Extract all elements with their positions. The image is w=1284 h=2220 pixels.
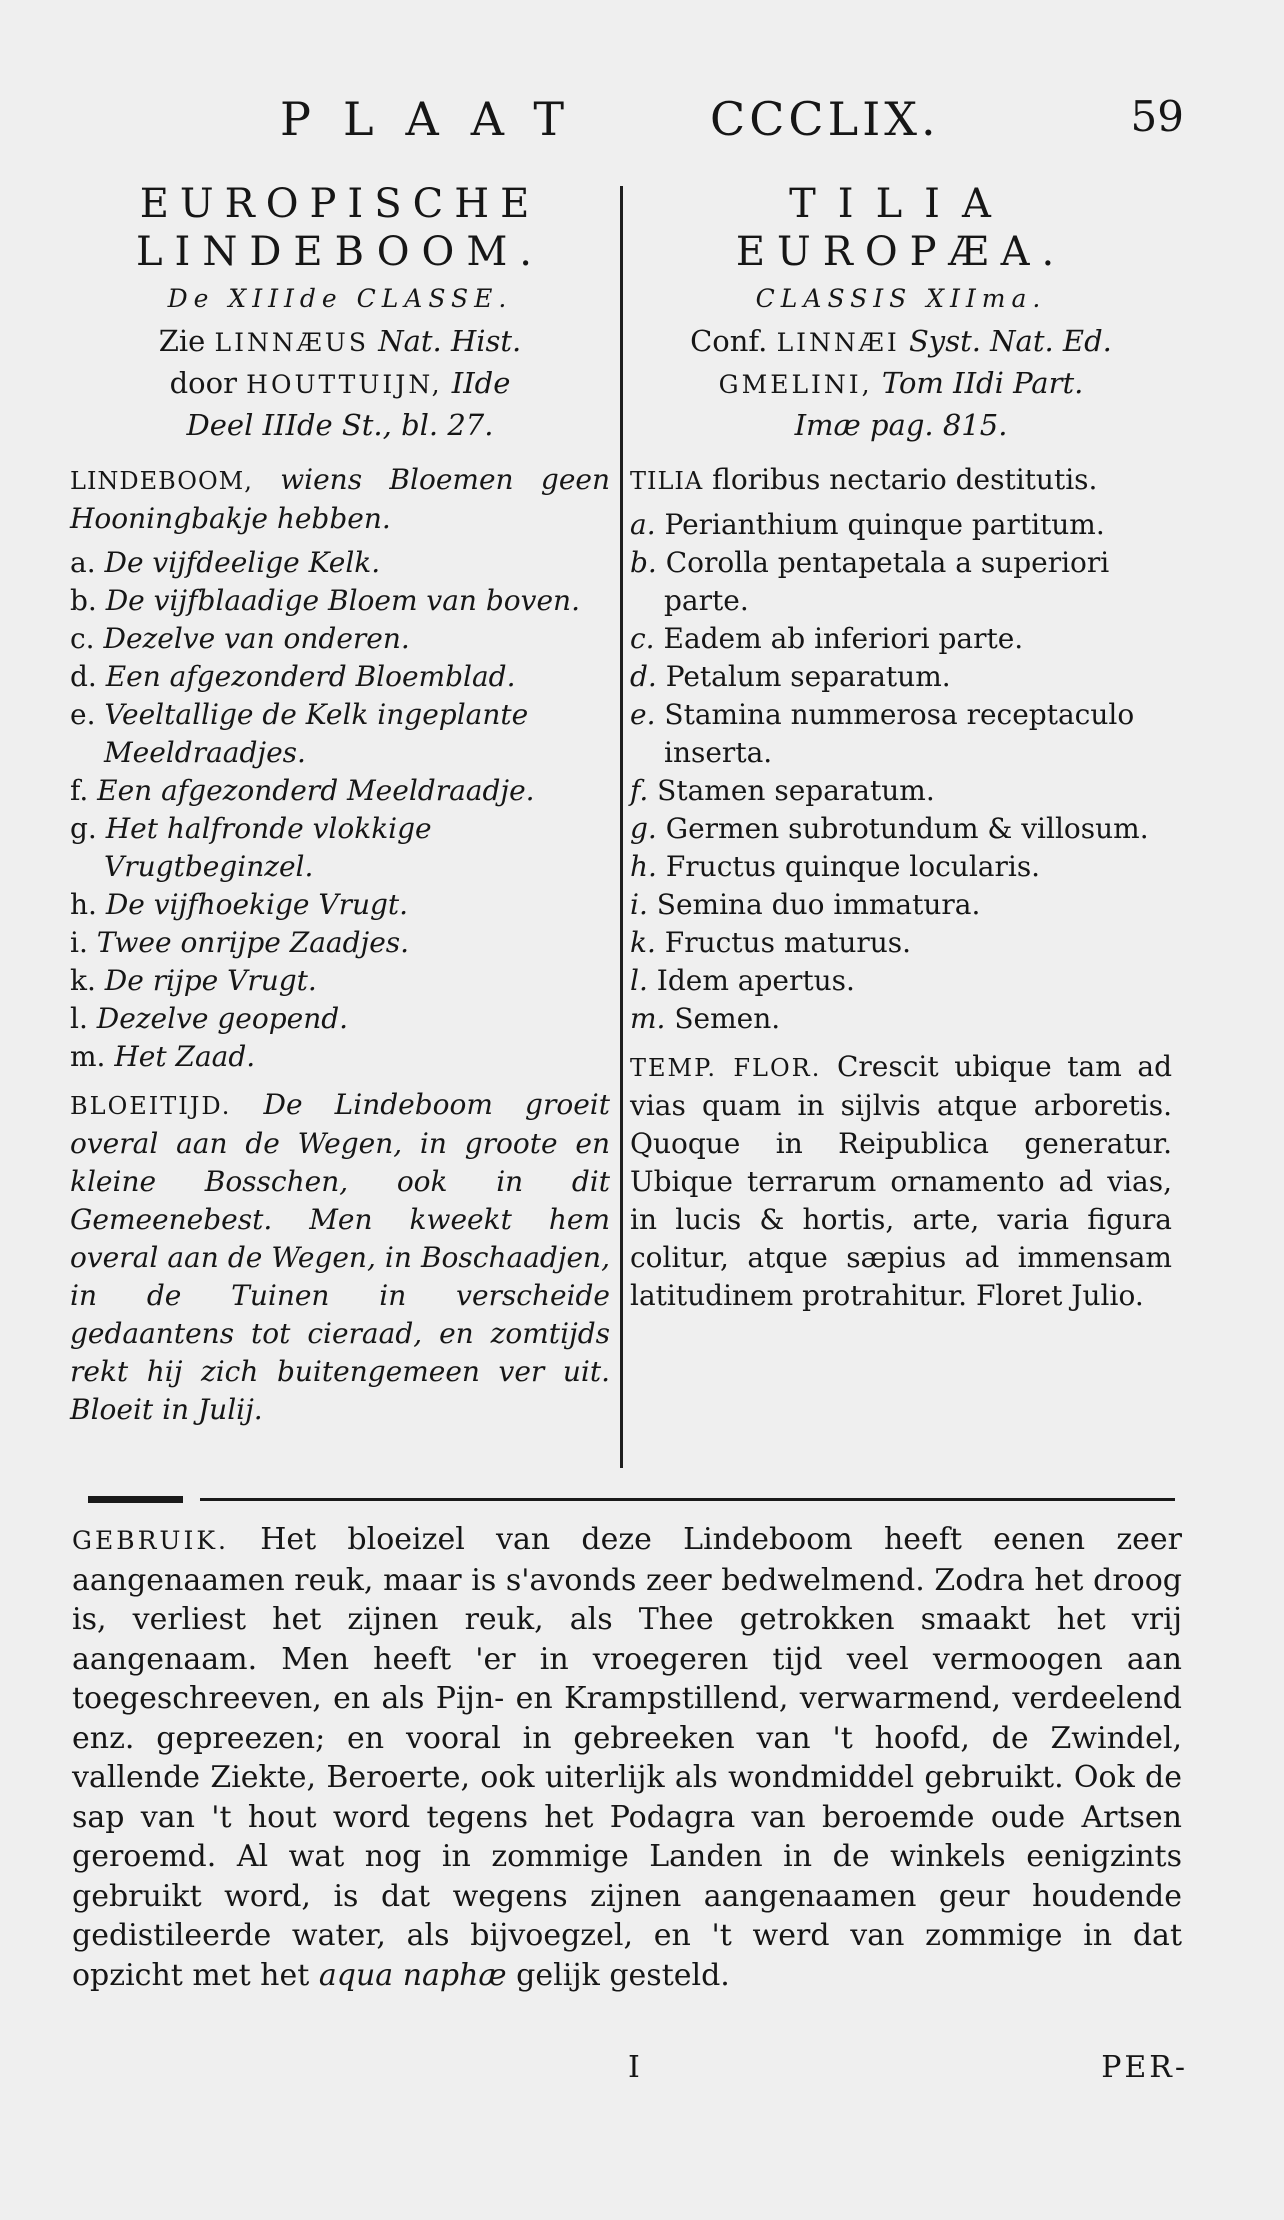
ref-work: Syst. Nat. Ed. [908, 324, 1112, 358]
list-item: m. Semen. [630, 1002, 781, 1035]
list-item: i. Semina duo immatura. [630, 888, 981, 921]
dutch-figure-list [70, 544, 610, 1076]
ref-work: Nat. Hist. [378, 324, 522, 358]
list-item: a. De vijfdeelige Kelk. [70, 546, 381, 579]
list-item: d. Een afgezonderd Bloemblad. [70, 660, 516, 693]
list-item: c. Eadem ab inferiori parte. [630, 622, 1024, 655]
dutch-title-line-2: LINDEBOOM. [135, 229, 545, 275]
dutch-description [70, 461, 610, 538]
ref-author: GMELINI, [718, 370, 873, 399]
list-item: i. Twee onrijpe Zaadjes. [70, 926, 410, 959]
dutch-reference [70, 321, 610, 445]
list-item: f. Een afgezonderd Meeldraadje. [70, 774, 535, 807]
gebruik-label: GEBRUIK. [72, 1526, 229, 1555]
list-item: l. Idem apertus. [630, 964, 855, 997]
temp-flor-label: TEMP. FLOR. [630, 1054, 822, 1082]
list-item: k. De rijpe Vrugt. [70, 964, 317, 997]
dutch-title-line-1: EUROPISCHE [139, 181, 541, 227]
list-item: m. Het Zaad. [70, 1040, 256, 1073]
list-item: f. Stamen separatum. [630, 774, 935, 807]
list-item: g. Germen subrotundum & villosum. [630, 812, 1149, 845]
dutch-column [70, 180, 610, 1429]
ref-author: LINNÆI [776, 328, 900, 357]
page-number: 59 [1130, 92, 1184, 141]
list-item: e. Stamina nummerosa receptaculo inserta. [630, 698, 1135, 769]
latin-classis: CLASSIS XIIma. [755, 284, 1047, 313]
desc-text: wiens Bloemen geen Hooningbakje hebben. [70, 463, 610, 535]
ref-page: Imæ pag. 815. [794, 408, 1008, 442]
temp-flor-text: Crescit ubique tam ad vias quam in sijlvis atque arboretis. Quoque in Reipublica generatur. Ubique terrarum ornamento ad vias, in lucis & hortis, arte, varia figura colitur, atque sæpius ad immensam latitudinem protrahitur. Floret Julio. [630, 1050, 1172, 1312]
ref-volume: Deel IIIde St., bl. 27. [186, 408, 494, 442]
gebruik-end: gelijk gesteld. [516, 1957, 730, 1993]
ref-text: Conf. [690, 324, 768, 358]
catchword: PER- [1101, 2050, 1188, 2085]
section-rule-long [200, 1498, 1175, 1501]
dutch-classe: De XIIIde CLASSE. [167, 284, 513, 313]
desc-text: floribus nectario destitutis. [712, 463, 1098, 496]
plate-number: CCCLIX. [710, 92, 940, 146]
list-item: b. Corolla pentapetala a superiori parte. [630, 546, 1110, 617]
section-rule-short [88, 1496, 183, 1503]
latin-figure-list [630, 506, 1172, 1038]
latin-reference [630, 321, 1172, 445]
list-item: c. Dezelve van onderen. [70, 622, 410, 655]
list-item: b. De vijfblaadige Bloem van boven. [70, 584, 580, 617]
latin-column [630, 180, 1172, 1315]
desc-lead: TILIA [630, 467, 704, 495]
desc-lead: LINDEBOOM, [70, 467, 253, 495]
bloeitijd-text: De Lindeboom groeit overal aan de Wegen, in groote en kleine Bosschen, ook in dit Gemeenebest. Men kweekt hem overal aan de Wegen, in Boschaadjen, in de Tuinen in verscheide gedaantens tot cieraad, en zomtijds rekt hij zich buitengemeen ver uit. Bloeit in Julij. [70, 1088, 611, 1426]
list-item: e. Veeltallige de Kelk ingeplante Meeldraadjes. [70, 698, 529, 769]
ref-part: IIde [451, 366, 511, 400]
gebruik-text: Het bloeizel van deze Lindeboom heeft eenen zeer aangenaamen reuk, maar is s'avonds zeer bedwelmend. Zodra het droog is, verliest het zijnen reuk, als Thee getrokken smaakt het vrij aangenaam. Men heeft 'er in vroegeren tijd veel vermoogen aan toegeschreeven, en als Pijn- en Krampstillend, verwarmend, verdeelend enz. gepreezen; en vooral in gebreeken van 't hoofd, de Zwindel, vallende Ziekte, Beroerte, ook uiterlijk als wondmiddel gebruikt. Ook de sap van 't hout word tegens het Podagra van beroemde oude Artsen geroemd. Al wat nog in zommige Landen in de winkels eenigzints gebruikt word, is dat wegens zijnen aangenaamen geur houdende gedistileerde water, als bijvoegzel, en 't werd van zommige in dat opzicht met het [72, 1522, 1182, 1993]
plate-label: PLAAT [280, 92, 597, 146]
list-item: g. Het halfronde vlokkige Vrugtbeginzel. [70, 812, 432, 883]
latin-description [630, 461, 1172, 500]
page-header [240, 92, 1184, 162]
list-item: h. Fructus quinque locularis. [630, 850, 1041, 883]
signature-mark: I [628, 2050, 640, 2085]
list-item: d. Petalum separatum. [630, 660, 951, 693]
list-item: k. Fructus maturus. [630, 926, 912, 959]
list-item: a. Perianthium quinque partitum. [630, 508, 1105, 541]
usage-paragraph [72, 1520, 1182, 1995]
latin-title-line-1: TILIA [789, 181, 1013, 227]
dutch-flowering-time [70, 1086, 610, 1429]
column-divider [620, 186, 623, 1468]
list-item: h. De vijfhoekige Vrugt. [70, 888, 409, 921]
ref-part: Tom IIdi Part. [881, 366, 1084, 400]
latin-title-line-2: EUROPÆA. [735, 229, 1067, 275]
list-item: l. Dezelve geopend. [70, 1002, 349, 1035]
latin-flowering-time [630, 1048, 1172, 1315]
ref-text: door [169, 366, 237, 400]
ref-text: Zie [158, 324, 206, 358]
ref-author: HOUTTUIJN, [246, 370, 443, 399]
ref-author: LINNÆUS [214, 328, 369, 357]
bloeitijd-label: BLOEITIJD. [70, 1092, 232, 1120]
gebruik-latin: aqua naphæ [318, 1957, 507, 1993]
